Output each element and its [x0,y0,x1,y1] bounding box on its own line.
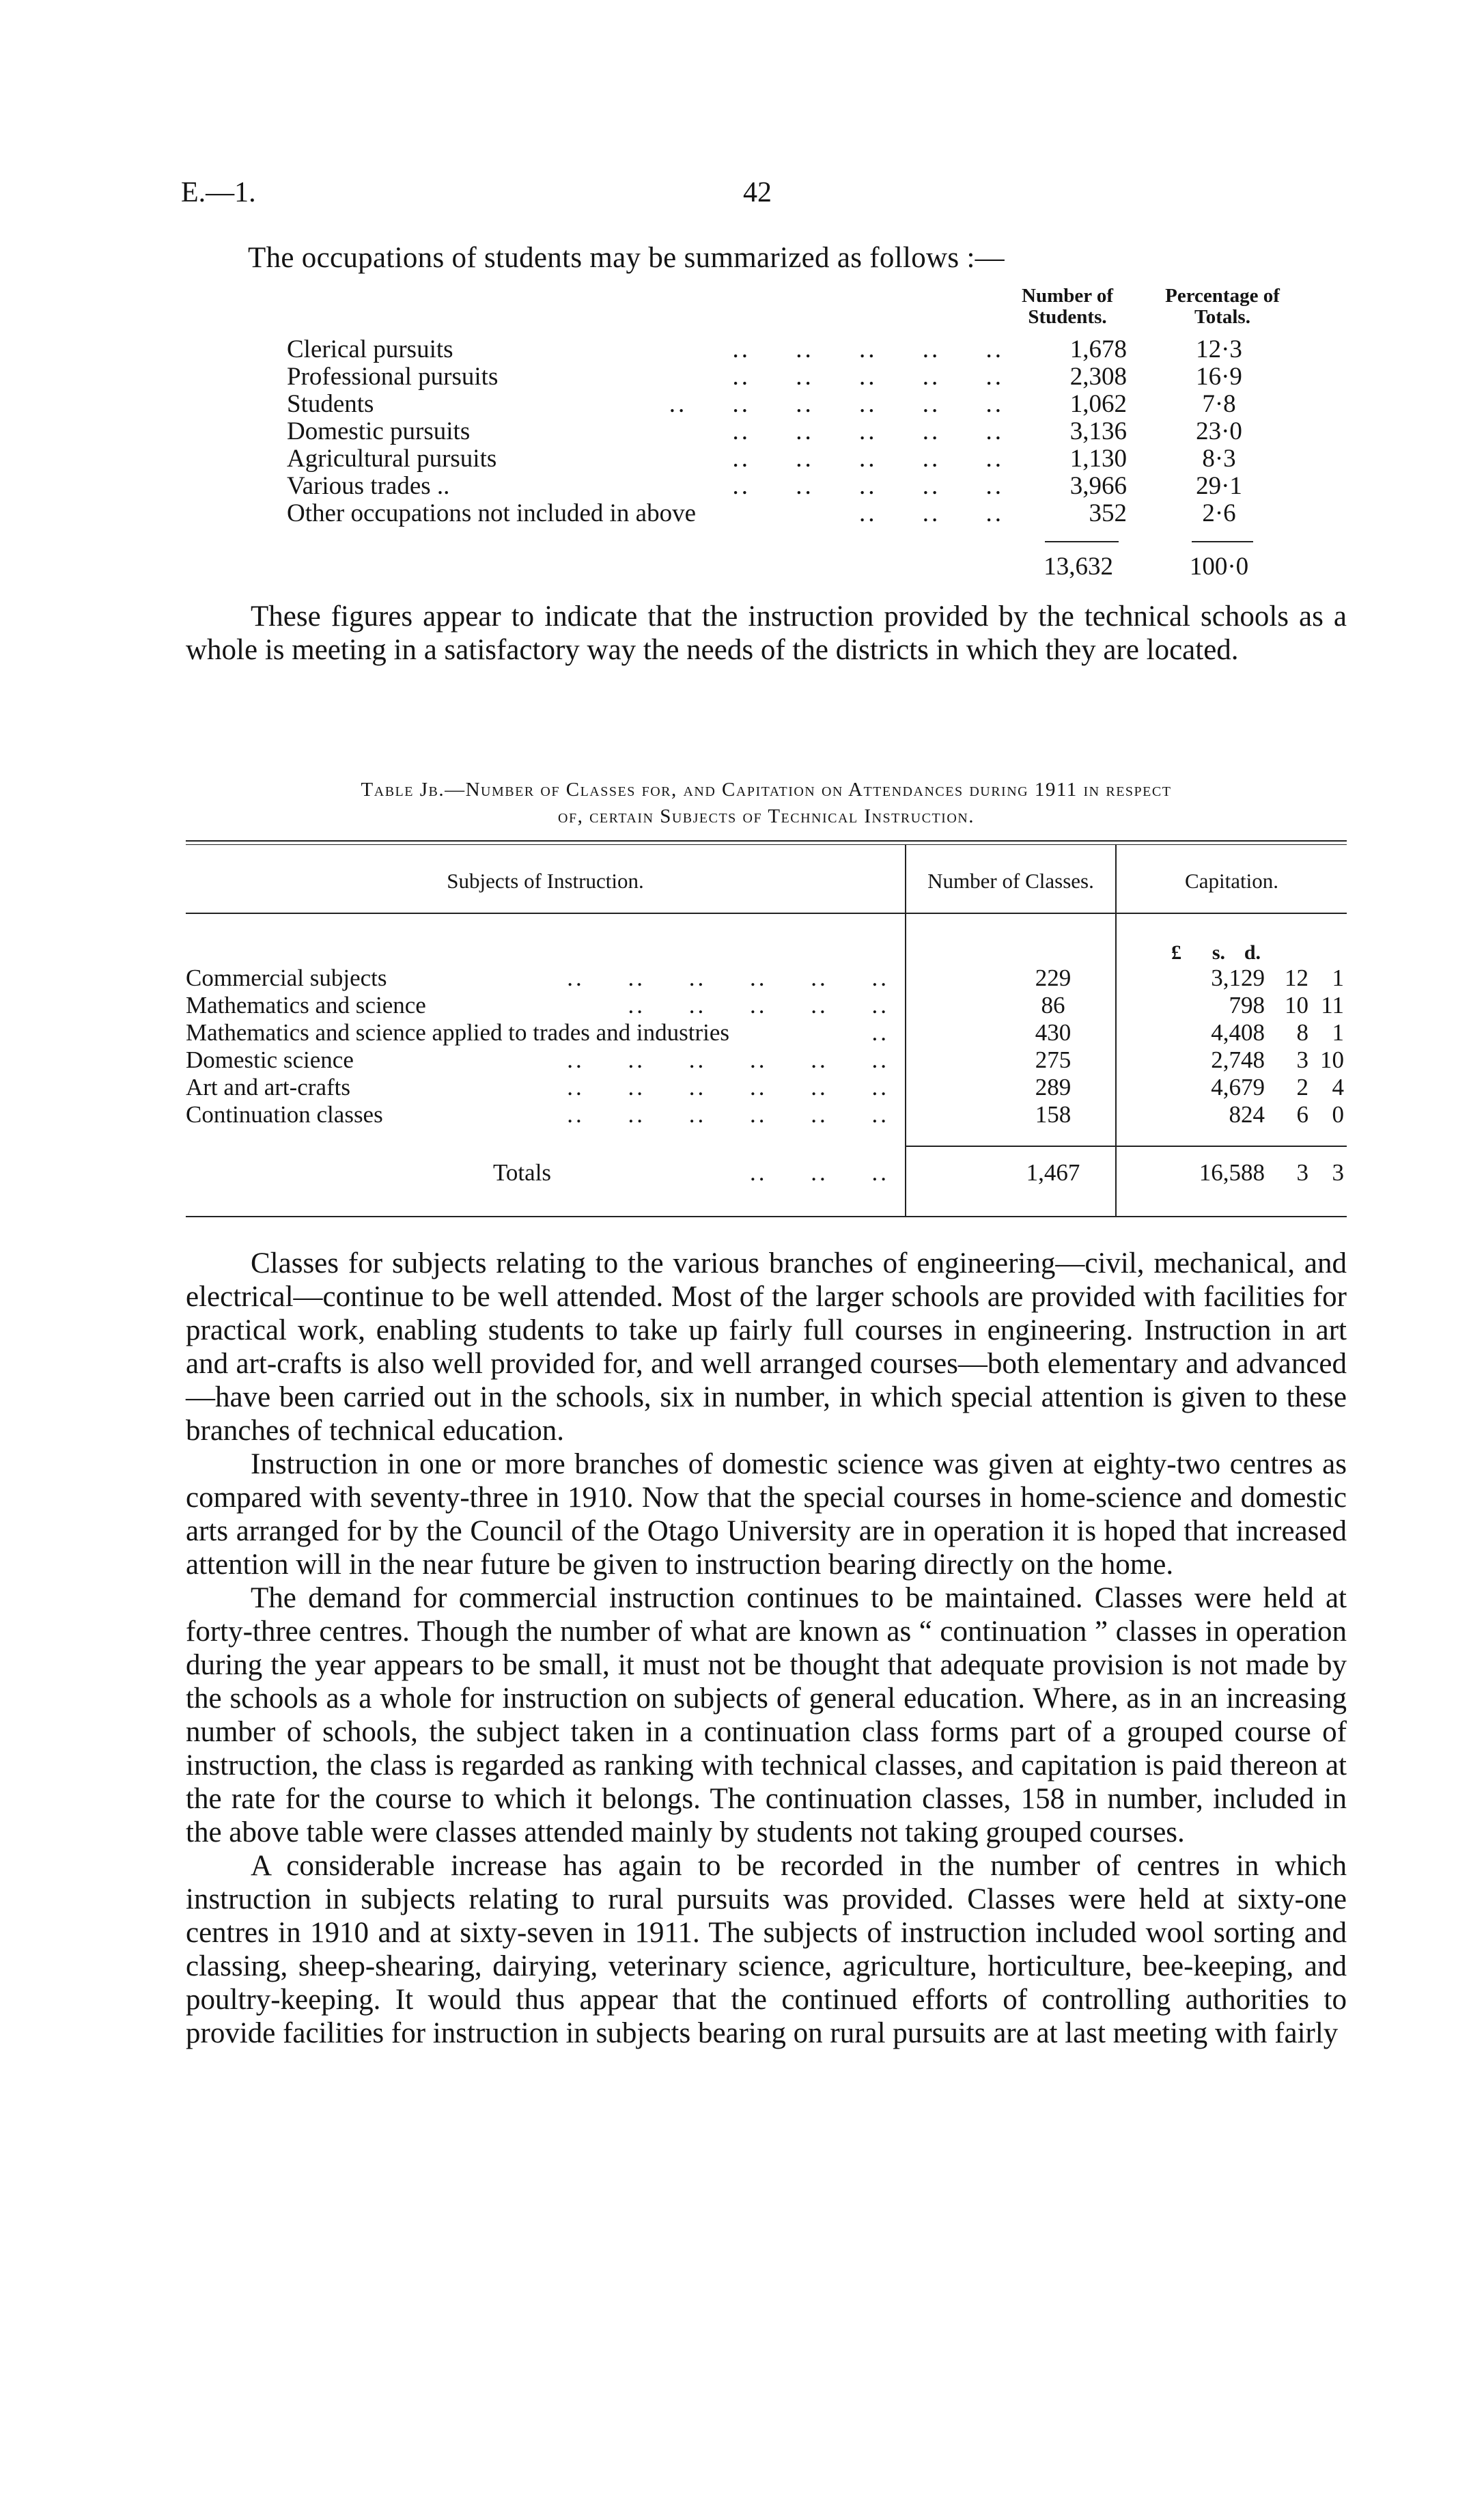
leader-dots: .. .. .. [750,1159,889,1186]
table-top-rule [186,844,1347,845]
pounds-symbol: £ [1171,941,1181,964]
table-row [186,1019,1347,1047]
occupation-students: 1,062 [1069,390,1127,418]
occupation-row [287,444,1311,471]
leader-dots: .. .. .. .. .. [732,335,1004,363]
subject-label: Mathematics and science [186,992,426,1018]
leader-dots: .. .. .. .. .. [732,363,1004,391]
students-column-header: Number of Students. [1022,285,1113,328]
table-header-rule [186,913,1347,914]
occupation-label: Clerical pursuits [287,335,453,363]
occupation-percentage: 2·6 [1202,499,1236,527]
classes-value: 158 [1035,1101,1072,1128]
leader-dots: .. .. .. [859,499,1004,527]
occupation-label: Students [287,390,374,418]
pence-value: 10 [1320,1046,1344,1073]
paragraph-commercial: The demand for commercial instruction continues to be maintained. Classes were held at forty-three centres. Though the number of what are known as “ continuation ” classes in operation during the year appears to be small, it must not be thought that adequate provision is not made by the schools as a whole for instruction on subjects of general education. Where, as in an increasing number of schools, the subject taken in a continuation class forms part of a grouped course of instruction, the class is regarded as ranking with technical classes, and capitation is paid thereon at the rate for the course to which it belongs. The continuation classes, 158 in number, included in the above table were classes attended mainly by students not taking grouped courses. [186,1582,1347,1848]
pounds-value: 824 [1229,1101,1265,1128]
percentage-column-header: Percentage of Totals. [1165,285,1280,328]
classes-header: Number of Classes. [927,869,1094,893]
pence-value: 4 [1332,1074,1344,1100]
classes-value: 86 [1041,992,1065,1018]
leader-dots: .. .. .. .. .. .. [669,390,1004,418]
shillings-value: 8 [1296,1019,1308,1046]
leader-dots: .. .. .. .. .. .. [567,1046,889,1073]
leader-dots: .. .. .. .. .. [732,445,1004,473]
table-row [186,992,1347,1020]
shillings-value: 2 [1296,1074,1308,1100]
occupation-row [287,389,1311,417]
occupation-students: 2,308 [1069,363,1127,391]
occupation-row [287,362,1311,389]
pence-symbol: d. [1244,941,1261,964]
body-text [186,1247,1347,2050]
classes-value: 289 [1035,1074,1072,1100]
leader-dots: .. .. .. .. .. [732,417,1004,445]
paragraph-rural: A considerable increase has again to be recorded in the number of centres in which instruction in subjects relating to rural pursuits was provided. Classes were held at sixty-one centres in 1910 and at sixty-seven in 1911. The subjects of instruction included wool sorting and classing, sheep-shearing, dairying, veterinary science, agriculture, horticulture, bee-keeping, and poultry-keeping. It would thus appear that the continued efforts of controlling authorities to provide facilities for instruction in subjects bearing on rural pursuits are at last meeting with fairly [186,1850,1347,2049]
pounds-value: 2,748 [1211,1046,1265,1073]
table-top-rule [186,840,1347,842]
classes-value: 229 [1035,965,1072,991]
occupation-row [287,417,1311,444]
leader-dots: .. .. .. .. .. [732,472,1004,500]
pence-value: 3 [1332,1159,1344,1186]
occupation-label: Agricultural pursuits [287,445,497,473]
leader-dots: .. .. .. .. .. .. [567,1101,889,1128]
occupation-row [287,335,1311,362]
paragraph-domestic-science: Instruction in one or more branches of domestic science was given at eighty-two centres as compared with seventy-three in 1910. Now that the special courses in home-science and domestic arts arranged for by the Council of the Otago University are in operation it is hoped that increased attention will in the near future be given to instruction bearing directly on the home. [186,1448,1347,1581]
occupations-total-students: 13,632 [1044,553,1113,581]
totals-classes: 1,467 [1026,1159,1080,1186]
totals-row [186,1159,1347,1187]
paragraph-text: These figures appear to indicate that the instruction provided by the technical schools as a whole is meeting in a satisfactory way the needs of the districts in which they are located. [186,600,1347,666]
total-rule [1045,541,1119,542]
occupation-students: 3,966 [1069,472,1127,500]
caption-line: of, certain Subjects of Technical Instruction. [558,805,975,827]
pounds-value: 16,588 [1199,1159,1265,1186]
subject-label: Mathematics and science applied to trades and industries [186,1019,729,1046]
subject-label: Continuation classes [186,1101,383,1128]
capitation-header: Capitation. [1185,869,1278,893]
occupation-label: Various trades .. [287,472,450,500]
document-code: E.—1. [181,177,256,208]
leader-dots: .. .. .. .. .. [628,992,889,1018]
subject-label: Commercial subjects [186,965,387,991]
occupation-percentage: 7·8 [1202,390,1236,418]
pounds-value: 3,129 [1211,965,1265,991]
shillings-value: 10 [1285,992,1308,1018]
subjects-header: Subjects of Instruction. [447,869,644,893]
shillings-value: 12 [1285,965,1308,991]
occupation-percentage: 12·3 [1196,335,1242,363]
pence-value: 0 [1332,1101,1344,1128]
pence-value: 1 [1332,965,1344,991]
occupation-students: 1,130 [1069,445,1127,473]
total-rule [1192,541,1253,542]
page-number: 42 [743,177,772,208]
subject-label: Art and art-crafts [186,1074,350,1100]
leader-dots: .. [871,1019,889,1046]
occupation-percentage: 8·3 [1202,445,1236,473]
pounds-value: 4,679 [1211,1074,1265,1100]
leader-dots: .. .. .. .. .. .. [567,965,889,991]
classes-value: 275 [1035,1046,1072,1073]
occupation-students: 3,136 [1069,417,1127,445]
occupation-row [287,471,1311,499]
shillings-symbol: s. [1212,941,1225,964]
totals-label: Totals [493,1159,552,1186]
table-caption [186,777,1347,830]
pounds-value: 4,408 [1211,1019,1265,1046]
occupation-label: Domestic pursuits [287,417,471,445]
shillings-value: 3 [1296,1159,1308,1186]
occupations-total-percentage: 100·0 [1189,553,1249,581]
table-row [186,1101,1347,1129]
table-row [186,1046,1347,1075]
occupations-intro: The occupations of students may be summarized as follows :— [248,242,1005,274]
subject-label: Domestic science [186,1046,354,1073]
leader-dots: .. .. .. .. .. .. [567,1074,889,1100]
occupation-percentage: 23·0 [1196,417,1242,445]
pence-value: 1 [1332,1019,1344,1046]
pounds-value: 798 [1229,992,1265,1018]
paragraph-engineering: Classes for subjects relating to the various branches of engineering—civil, mechanical, and electrical—continue to be well attended. Most of the larger schools are provided with facilities for practical work, enabling students to take up fairly full courses in engineering. Instruction in art and art-crafts is also well provided for, and well arranged courses—both elementary and advanced—have been carried out in the schools, six in number, in which special attention is given to these branches of technical education. [186,1247,1347,1447]
shillings-value: 3 [1296,1046,1308,1073]
table-row [186,965,1347,993]
occupation-label: Professional pursuits [287,363,499,391]
classes-value: 430 [1035,1019,1072,1046]
table-row [186,1074,1347,1102]
occupation-students: 1,678 [1069,335,1127,363]
occupation-row [287,499,1311,526]
shillings-value: 6 [1296,1101,1308,1128]
occupation-percentage: 16·9 [1196,363,1242,391]
pence-value: 11 [1321,992,1344,1018]
totals-rule [905,1146,1347,1147]
table-bottom-rule [186,1216,1347,1217]
caption-line: Table Jb.—Number of Classes for, and Capitation on Attendances during 1911 in respect [361,779,1172,801]
paragraph-figures [186,600,1347,667]
occupation-students: 352 [1089,499,1127,527]
occupation-label: Other occupations not included in above [287,499,697,527]
occupation-percentage: 29·1 [1196,472,1242,500]
